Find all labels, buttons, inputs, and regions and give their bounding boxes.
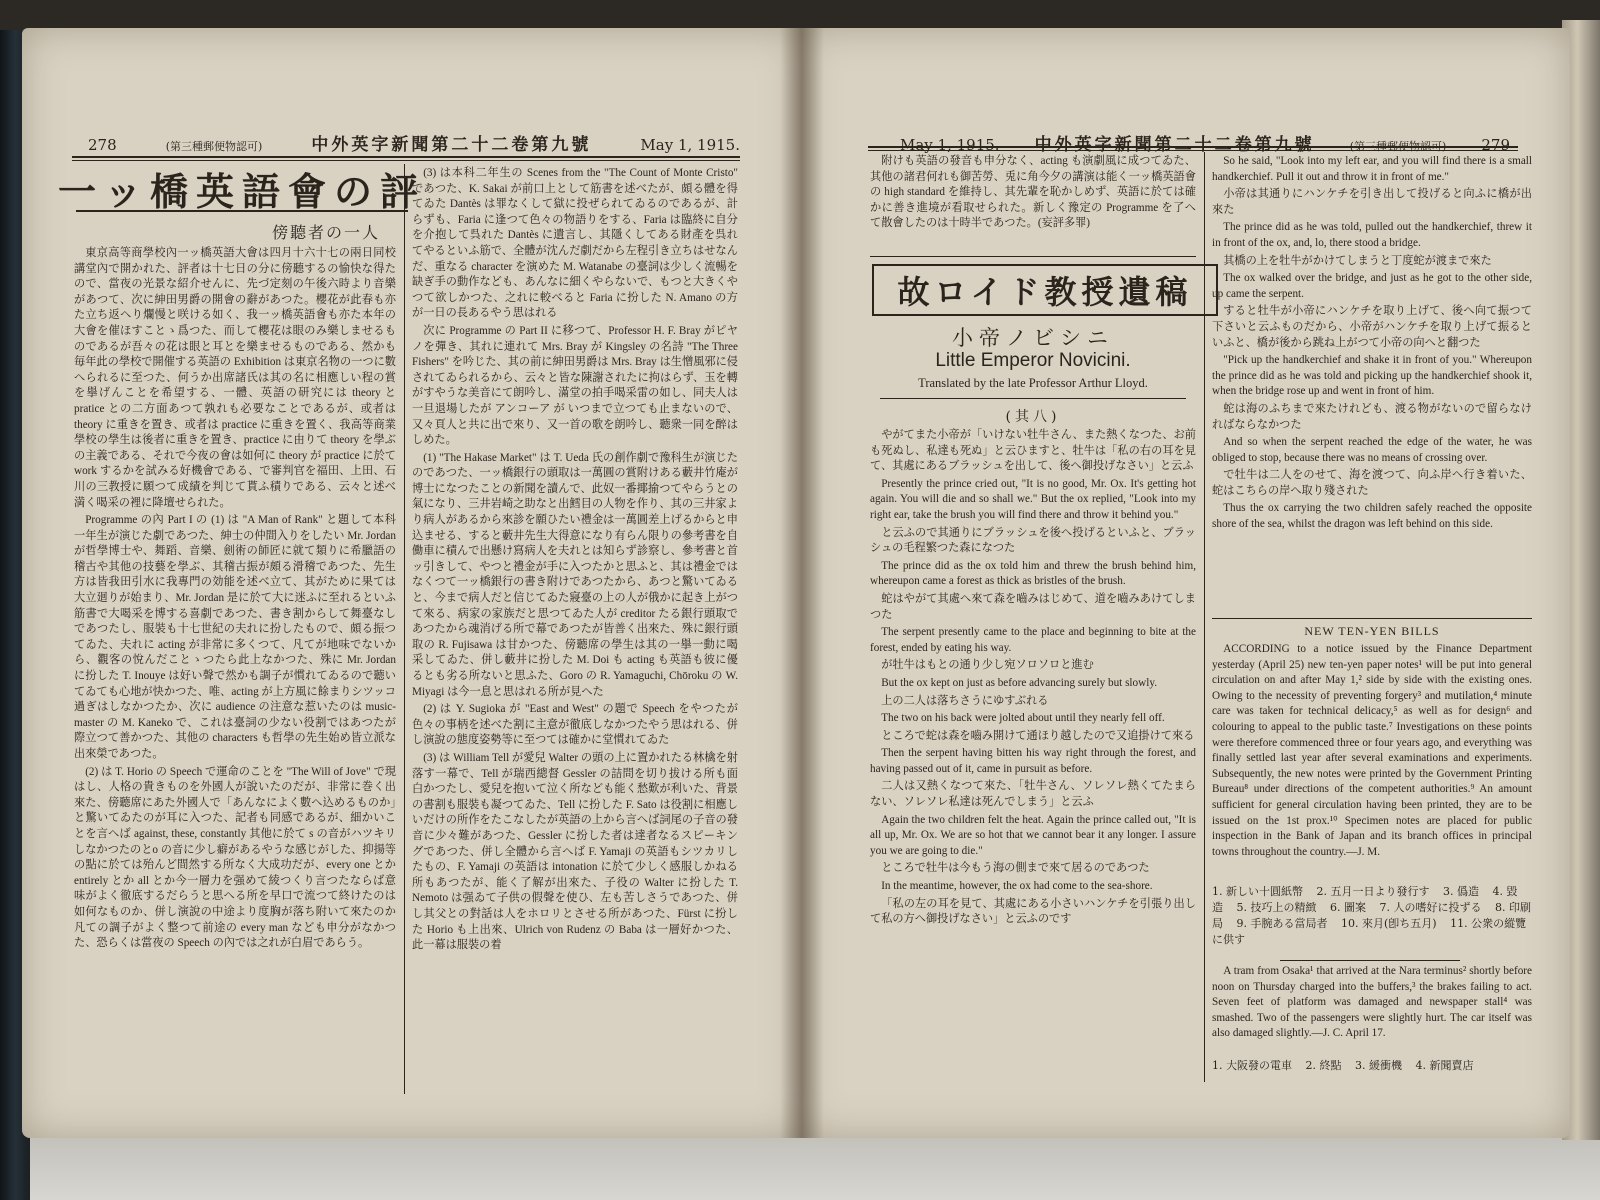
paragraph: Again the two children felt the heat. Again the prince called out, "It is all up, Mr. Ox. We are so hot that we cannot bear it any longer. I assure you we are going to die." [870,813,1196,857]
vocab-item: 2. 終點 [1305,1059,1342,1072]
vocab-item: 11. 公衆の縱覽に供す [1212,917,1527,946]
paragraph: ところで牡牛は今もう海の側まで來て居るのであつた [881,862,1150,875]
paragraph: 蛇はやがて其處へ來て森を嚙みはじめて、道を嚙みあけてしまつた [870,592,1196,621]
paragraph: 其橋の上を牡牛がかけてしまうと丁度蛇が渡まで來た [1223,254,1492,267]
paragraph: Presently the prince cried out, "It is no good, Mr. Ox. It's getting hot again. You will die and so shall we." But the ox replied, "Look into my right ear, take the brush you will find there and throw it behind you." [870,477,1196,521]
vocab-item: 9. 手腕ある當局者 [1236,917,1328,930]
paragraph: と云ふので其通りにブラッシュを後へ投げるといふと、ブラッシュの毛程繁つた森になつた [870,526,1196,555]
paragraph: やがてまた小帝が「いけない牡牛さん、また熱くなつた、お前も死ぬし、私達も死ぬ」と云ひますと、牡牛は「私の右の耳を見て、其處にあるブラッシュを出して、後へ御投げなさい」と云ふ [870,429,1196,473]
paragraph: The ox walked over the bridge, and just as he got to the other side, up came the serpent. [1212,272,1532,300]
paragraph: (3) は本科二年生の Scenes from the "The Count of Monte Cristo" であつた、K. Sakai が前口上として筋書を述べたが、頗る體を得てゐた Dantès は罪なくして獄に投ぜられてゐるのであるが、計らずも、Faria に逢つて色々の物語りをする、Faria は臨終に自分を介抱して呉れた Dantès に遺言し、其隱くしてある財產を呉れてやるといふ筋で、全體が沈んだ劇だから左程引き立ちはせなんだ、重なる character を演めた M. Watanabe の臺詞は少しく流暢を缺ぎ手の動作なども、あんなに細くやらないで、もつと大きくやつて欲しかつた、之れに較べると Faria に扮した N. Amano の方が一日の長あるやう思はれる [412,167,738,320]
paragraph: 上の二人は落ちさうにゆすぶれる [881,694,1049,707]
journal-title: 中外英字新聞第二十二卷第九號 [1034,135,1315,155]
paragraph: 東京高等商學校內一ッ橋英語大會は四月十六十七の兩日同校講堂內で開かれた、評者は十七日の分に傍聽するの愉快な得たので、當夜の光景な紹介せんに、先づ定刻の午後六時より音樂があつて、次に紳田男爵の開會の辭があつた。櫻花が此春も亦た立ち返へり爛慢と咲ける如く、我一ッ橋英語會も亦た本年の大會を催ほすことゝ爲つた、而して櫻花は眼のみ樂しませるものであるが吾々の花は眼と耳とを樂ませるものである、然かも毎年此の學校で開催する英語の Exhibition は東京名物の一つに數へられるに至つた、何うか出席諸氏は其の名に相應しい程の賞を擧げんことを希望する、一體、英語の研究には theory と pratice との二方面あつて孰れも必要なことであるが、或者は theory に重きを置き、或者は practice に重きを置く、我高等商業學校の學生は後者に重きを置き、practice に由りて theory を學ぶの主義である、それで今夜の會は如何に theory が practice に於て work するかを試みる好機會である、で審判官を福田、上田、石川の三教授に願つて成績を判じて貰ふ積りである、云々と述べ満く喝采の裡に降壇せられた。 [74,247,396,509]
paragraph: (3) は William Tell が愛兒 Walter の頭の上に置かれたる林檎を射落す一幕で、Tell が瑞西總督 Gessler の詰問を切り拔ける所も面白かつたし、愛兒を抱いて泣く所なども能く愁歎が利いた、背景の書割も服裝も凝つてゐた、Tell に扮した F. Sato は役割に相應しいだけの所作をたこなしたが英語の上から言へば詞尾の子音の發音に少々難があつた、Gessler に扮した者は達者なるスピーキングであつた、併し全體から言へば F. Yamaji の英語もシツカリしたもの、F. Yamaji の英語は intonation に於て少しく感服しかねる所もあつたが、能く了解が出來た、子役の Walter に扮した T. Nemoto は强ゐて子供の假聲を使ひ、左も苦しさうであつた、併し其父との對話は人をホロリとさせる所があつた、Fürst に扮した Horio も上出來、Ulrich von Rudenz の Baba は一層好かつた、此一幕は服裝の着 [412,751,738,952]
paragraph: Programme の內 Part I の (1) は "A Man of Rank" と題して本科一年生が演じた劇であつた、紳士の仲間入りをしたい Mr. Jordan が哲學博士や、舞蹈、音樂、劍術の師匠に就て類りに希臘語の稽古や其他の技藝を學ぶ、其稽古振が頗る滑稽であつた、先生方は皆我田引水に我專門の効能を述べ立て、其がために果ては大立廻りが始まり、Mr. Jordan 是に於て大に迷ふに至れるといふ筋書で大喝采を博する喜劇であつた、書き割からして舞臺なしであつたし、服裝も十七世紀の夫れに扮したもので、頗る振つてゐた、夫れに acting が非常に多くつて、凡てが地味でないから、觀客の悅んだことゝつたら此上なかつた、殊に Mr. Jordan に扮した T. Inouye は好い聲で然かも調子が慣れてゐるので聽いてゐても心地が快かつた、唯、acting が上方風に餘まりシツッコ過ぎはしなかつたか、次に audience の注意な惹いたのは music-master の M. Kaneko で、これは臺詞の少ない役割ではあつたが際立つて善かつた、其他の characters も哲學の先生始め皆立派な出來榮であつた。 [74,514,396,760]
paragraph: The two on his back were jolted about until they nearly fell off. [881,712,1165,725]
column-divider [404,164,405,1094]
postal-note: (第三種郵便物認可) [1349,140,1447,153]
section-rule [1212,618,1532,619]
vocab-item: 3. 僞造 [1443,885,1479,898]
paragraph: The prince did as he was told, pulled out the handkerchief, threw it in front of the ox, and, lo, there stood a bridge. [1212,221,1532,249]
news-vocab-list [1212,884,1532,956]
paragraph: In the meantime, however, the ox had come to the sea-shore. [881,880,1153,893]
right-page-header [900,130,1510,155]
right-column-2-story [1212,154,1532,614]
news-heading: NEW TEN-YEN BILLS [1304,624,1440,638]
right-column-1 [870,428,1196,1092]
article-title-box [872,264,1218,316]
paragraph: が牡牛はもとの通り少し宛ソロソロと進む [881,659,1094,672]
news-article-tram [1212,964,1532,1056]
paragraph: で牡牛は二人をのせて、海を渡つて、向ふ岸へ行き着いた、蛇はこちらの岸へ取り殘された [1212,469,1532,497]
left-column-1 [74,246,396,1092]
issue-date: May 1, 1915. [900,136,1000,154]
vocab-item: 1. 新しい十圓紙幣 [1212,885,1303,898]
paragraph: The serpent presently came to the place and beginning to bite at the forest, ended by eating his way. [870,626,1196,654]
section-rule [1280,960,1460,961]
article-title: 一ッ橋英語會の評 [58,168,427,214]
news-body: ACCORDING to a notice issued by the Finance Department yesterday (April 25) new ten-yen paper notes¹ will be put into general circulation on and after May 1,² side by side with the existing ones. Owing to the necessity of preventing forgery³ and mutilation,⁴ minute care was taken for technical delicacy,⁵ as well as for design⁶ and colouring to appeal to the public taste.⁷ Investigations on these points were therefore commenced three or four years ago, and everything was finally settled last year after several examinations and experiments. Subsequently, the new notes were printed by the Government Printing Bureau⁸ under directions of the competent authorities.⁹ An amount sufficient for general circulation having been printed, they are to be issued on the 1st prox.¹⁰ Specimen notes are placed for public inspection in the Bank of Japan and its branch offices in principal towns throughout the country.—J. M. [1212,643,1532,858]
header-rule [868,146,1518,148]
header-rule [868,150,1518,151]
paragraph: Thus the ox carrying the two children safely reached the opposite shore of the sea, whilst the dragon was left behind on this side. [1212,502,1532,531]
paragraph: So he said, "Look into my left ear, and you will find there is a small handkerchief. Pull it out and throw it in front of me." [1212,155,1532,183]
header-rule [72,156,740,158]
article-byline: 傍聽者の一人 [271,223,380,242]
vocab-item: 5. 技巧上の精緻 [1236,901,1317,914]
news-article-ten-yen [1212,642,1532,882]
review-continuation [870,154,1196,254]
paragraph: Then the serpent having bitten his way right through the forest, and having passed out of it, came in pursuit as before. [870,747,1196,775]
vocab-item: 10. 來月(卽ち五月) [1341,917,1437,930]
article-title: 故ロイド教授遺稿 [897,273,1193,311]
page-number: 278 [88,136,117,154]
vocab-item: 8. 印刷局 [1212,901,1531,930]
left-page-header [88,130,740,155]
article-title-box [58,166,427,214]
paragraph: 「私の左の耳を見て、其處にある小さいハンケチを引張り出して私の方へ御投げなさい」と云ふのです [870,897,1196,926]
paragraph: (2) は T. Horio の Speech で運命のことを "The Will of Jove" で現はし、人格の貴きものを外國人が說いたのだが、非常に巻く出來た、傍聽席にあた外國人で「あんなによく數へ込めるものか」と驚いてゐたのが耳に入つた、記者も同感であるが、細かいことを言へば against, these, constantly 其他に於て s の音がハツキリしなかつたのとo の音に少し癖があるやうな感じがした、抑揚等の點に於ては殆んど間然する所なく大成功だが、every one とか entirely とか all とか今一層力を强めて綾つくり言つたならば意味がよく徹底するだらうと思へる所を早口で流つて終けたのは如何なものか、併し演說の中途より度胸が落ち附いて來たのか凡ての調子がよく整つて前途の every man なども申分がなかつた、恐らくは當夜の Speech の內では之れが白眉であらう。 [74,765,396,950]
section-rule [880,398,1186,399]
paragraph: 二人は又熱くなつて來た、「牡牛さん、ソレソレ熱くてたまらない、ソレソレ私達は死んでしまう」と云ふ [870,780,1196,809]
page-number: 279 [1481,136,1510,154]
paragraph: すると牡牛が小帝にハンケチを取り上げて、後へ向て振つて下さいと云ふものだから、小帝がハンケチを取り上げて振るといふと、橋が後から跳ね上がつて小帝の向へと翻つた [1212,305,1532,349]
vocab-item: 6. 圖案 [1330,901,1366,914]
left-column-2 [412,166,738,1092]
paragraph: But the ox kept on just as before advancing surely but slowly. [881,676,1157,689]
vocab-item: 3. 緩衝機 [1355,1059,1402,1072]
paragraph: ところで蛇は森を嚙み開けて通ほり越したので又追掛けて來る [881,729,1195,742]
part-number: (其八) [1005,409,1061,425]
paragraph: "Pick up the handkerchief and shake it in front of you." Whereupon the prince did as he was told and picking up the handkerchief shook it, when the bridge rose up and went in front of him. [1212,354,1532,398]
vocab-item: 4. 毀造 [1212,885,1518,914]
news-body: A tram from Osaka¹ that arrived at the Nara terminus² shortly before noon on Thursday charged into the buffers,³ the brakes failing to act. Seven feet of platform was damaged and newspaper stall⁴ was smashed. Two of the passengers were slightly hurt. The car itself was also damaged slightly.—J. C. April 17. [1212,965,1532,1040]
vocab-item: 1. 大阪發の電車 [1212,1059,1292,1072]
story-title-japanese: 小帝ノビシニ [952,326,1114,350]
paragraph: 次に Programme の Part II に移つて、Professor H. F. Bray がピヤノを彈き、其れに連れて Mrs. Bray が Kingsley の名詩 "The Three Fishers" を吟じた、其の前に紳田男爵は Mrs. Bray は生憎風邪に侵されてゐられるから、云々と皆な陳謝されたに拘はらず、玉を轉がすやうな美音にて朗吟し、滿堂の拍手喝采雷の如し、同夫人は一旦退場したが アンコーア が いつまで立つても止まないので、又々頁人と共に出で來り、又一首の歌を朗吟し、聽衆一同を醉はしめた。 [412,324,738,447]
paragraph: 蛇は海のふちまで來たけれども、渡る物がないので留らなければならなかつた [1212,402,1532,431]
postal-note: (第三種郵便物認可) [165,140,263,153]
vocab-item: 2. 五月一日より發行す [1316,885,1430,898]
news-vocab-list [1212,1058,1532,1094]
translator-credit: Translated by the late Professor Arthur Lloyd. [918,376,1148,390]
paragraph: And so when the serpent reached the edge of the water, he was obliged to stop, because there was no means of crossing over. [1212,436,1532,464]
vocab-item: 4. 新聞賣店 [1415,1059,1474,1072]
vocab-item: 7. 人の嗜好に投ずる [1379,901,1482,914]
section-rule [870,256,1196,257]
book-gutter [780,28,824,1138]
paragraph: (2) は Y. Sugioka が "East and West" の題で Speech をやつたが色々の事柄を述べた割に主意が徹底しなかつたやう思はれる、併し演說の態度姿勢等に至つては確かに堂慣れてゐた [412,703,738,747]
paragraph: The prince did as the ox told him and threw the brush behind him, whereupon came a forest as thick as bristles of the brush. [870,559,1196,588]
paragraph: (1) "The Hakase Market" は T. Ueda 氏の創作劇で豫科生が演じたのであつた、一ッ橋銀行の頭取は一萬圓の賞附けある藪井竹庵が博士になつたことの新聞を讀んで、此奴一番揶揄つてやらうとの氣になり、三井岩崎之助なと出鱈目の人物を作り、其の三井家より病人があるから來診を願ひたい禮金は一萬圓差上げるからと申込ませる、すると藪井先生大得意になり有らん限りの參考書を自働車に積んで出懸け寫病人を夫れとは知らず診察し、參考書と首ッ引きして、やつと禮金が手に入つたかと思ふと、其は禮金ではなくつて一ッ橋銀行の書き附けであつたから、あつと驚いてゐると、今まで病人だと信じてゐた寢臺の上の人が俄かに起き上がつて來る、病家の家族だと思つてゐた人が creditor たる銀行頭取であつたから魂消げる所で幕であつたが皆善く出來た、殊に銀行頭取の R. Fujisawa は甘かつた、傍聽席の學生は其の一擧一動に喝采してゐた、併し藪井に扮した M. Doi も acting も英語も彼に優るとも劣る所ないと思ふた、Goro の R. Yamaguchi, Chōroku の W. Miyagi は今一息と思はれる所が見へた [412,451,738,698]
paragraph: 附けも英語の發音も申分なく、acting も演劇風に成つてゐた、其他の諸君何れも御苦勞、兎に角今夕の講演は能く一ッ橋英語會の high standard を維持し、其先輩を恥かしめず、英語に於ては確かに善き進境が看取せられた。新しく豫定の Programme を了へて散會したのは十時半であつた。(妄評多罪) [870,155,1196,230]
paragraph: 小帝は其通りにハンケチを引き出して投げると向ふに橋が出來た [1212,188,1532,216]
story-title-english: Little Emperor Novicini. [935,350,1131,371]
journal-title: 中外英字新聞第二十二卷第九號 [311,135,592,155]
issue-date: May 1, 1915. [640,136,740,154]
